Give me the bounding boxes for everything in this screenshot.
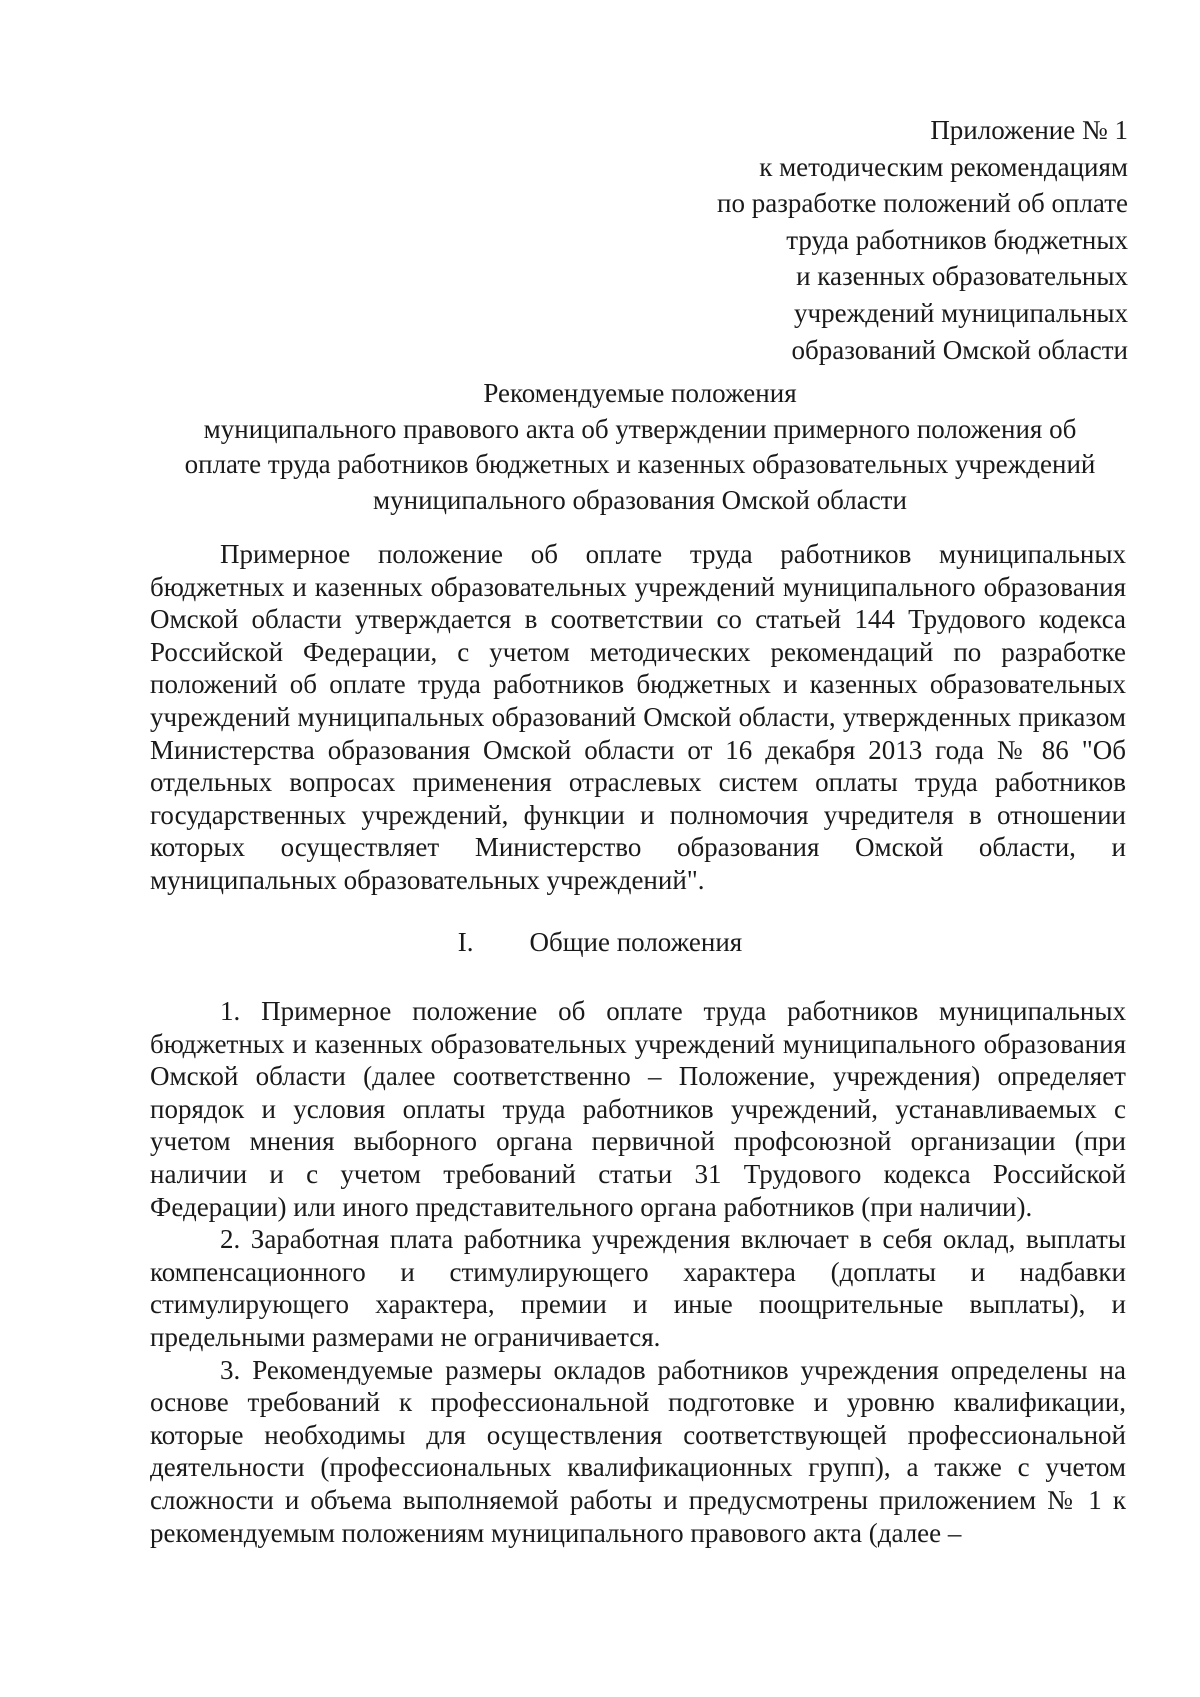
annex-line: по разработке положений об оплате: [717, 188, 1128, 219]
title-line: муниципального правового акта об утверждении примерного положения об: [203, 413, 1077, 444]
section-heading: [0, 925, 1200, 959]
annex-line: труда работников бюджетных: [786, 224, 1128, 255]
document-title: [150, 376, 1130, 518]
list-item: 3. Рекомендуемые размеры окладов работников учреждения определены на основе требований к профессиональной подготовке и уровню квалификации, которые необходимы для осуществления соответствующей профессиональной деятельности (профессиональных квалификационных групп), а также с учетом сложности и объема выполняемой работы и предусмотрены приложением № 1 к рекомендуемым положениям муниципального правового акта (далее –: [150, 1354, 1126, 1548]
annex-line: к методическим рекомендациям: [759, 151, 1128, 182]
section-title: Общие положения: [529, 927, 743, 957]
title-line: Рекомендуемые положения: [483, 378, 797, 408]
annex-line: учреждений муниципальных: [794, 297, 1128, 328]
annex-header: [568, 112, 1128, 368]
annex-line: Приложение № 1: [930, 115, 1128, 145]
annex-line: и казенных образовательных: [796, 261, 1128, 292]
section-number: I.: [457, 927, 474, 957]
annex-line: образований Омской области: [791, 334, 1128, 365]
title-line: муниципального образования Омской области: [373, 484, 907, 515]
list-item: 1. Примерное положение об оплате труда работников муниципальных бюджетных и казенных образовательных учреждений муниципального образования Омской области (далее соответственно – Положение, учреждения) определяет порядок и условия оплаты труда работников учреждений, устанавливаемых с учетом мнения выборного органа первичной профсоюзной организации (при наличии и с учетом требований статьи 31 Трудового кодекса Российской Федерации) или иного представительного органа работников (при наличии).: [150, 996, 1126, 1222]
list-item: 2. Заработная плата работника учреждения включает в себя оклад, выплаты компенсационного и стимулирующего характера (доплаты и надбавки стимулирующего характера, премии и иные поощрительные выплаты), и предельными размерами не ограничивается.: [150, 1224, 1126, 1352]
intro-paragraph: Примерное положение об оплате труда работников муниципальных бюджетных и казенных образовательных учреждений муниципального образования Омской области утверждается в соответствии со статьей 144 Трудового кодекса Российской Федерации, с учетом методических рекомендаций по разработке положений об оплате труда работников бюджетных и казенных образовательных учреждений муниципальных образований Омской области, утвержденных приказом Министерства образования Омской области от 16 декабря 2013 года № 86 "Об отдельных вопросах применения отраслевых систем оплаты труда работников государственных учреждений, функции и полномочия учредителя в отношении которых осуществляет Министерство образования Омской области, и муниципальных образовательных учреждений".: [150, 539, 1126, 895]
title-line: оплате труда работников бюджетных и казенных образовательных учреждений: [184, 449, 1096, 479]
section-items: [150, 995, 1126, 1549]
